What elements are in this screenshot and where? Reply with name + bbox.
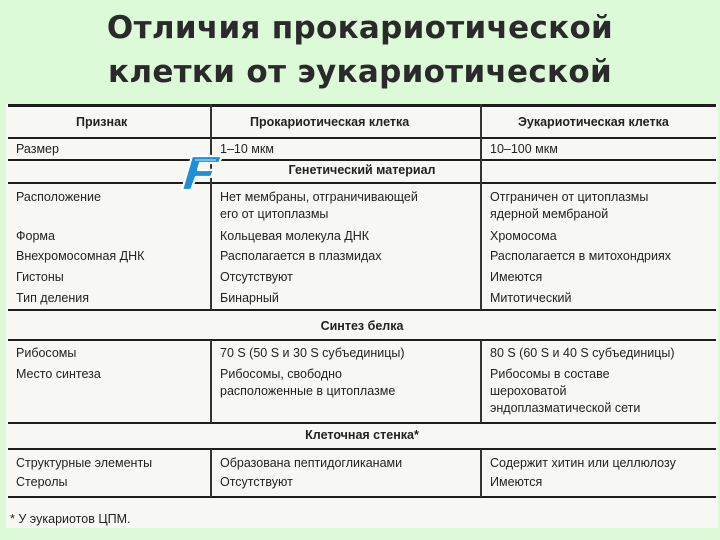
col-rule-2c bbox=[480, 340, 482, 423]
protein-section-rule bbox=[8, 339, 716, 341]
header-prokaryote: Прокариотическая клетка bbox=[250, 115, 410, 129]
cell-eukaryote: Митотический bbox=[490, 291, 572, 305]
cell-prokaryote: 70 S (50 S и 30 S субъединицы) bbox=[220, 346, 405, 360]
cell-eukaryote: Отграничен от цитоплазмы bbox=[490, 190, 649, 204]
table-top-rule bbox=[8, 104, 716, 107]
cell-eukaryote: Имеются bbox=[490, 475, 543, 489]
cell-prokaryote: его от цитоплазмы bbox=[220, 207, 329, 221]
cell-prokaryote: расположенные в цитоплазме bbox=[220, 384, 396, 398]
col-rule-1b bbox=[210, 183, 212, 310]
cell-eukaryote: ядерной мембраной bbox=[490, 207, 609, 221]
slide-title-line-2: клетки от эукариотической bbox=[107, 54, 613, 90]
cell-eukaryote: Имеются bbox=[490, 270, 543, 284]
f-logo-icon bbox=[178, 152, 228, 194]
cell-prokaryote: Кольцевая молекула ДНК bbox=[220, 229, 370, 243]
cell-eukaryote: Содержит хитин или целлюлозу bbox=[490, 456, 676, 470]
header-eukaryote: Эукариотическая клетка bbox=[518, 115, 669, 129]
genetic-end-rule bbox=[8, 309, 716, 311]
cell-prokaryote: Образована пептидогликанами bbox=[220, 456, 403, 470]
cell-prokaryote: Располагается в плазмидах bbox=[220, 249, 382, 263]
col-rule-2d bbox=[480, 449, 482, 497]
cell-eukaryote: 10–100 мкм bbox=[490, 142, 558, 156]
wall-section-rule bbox=[8, 448, 716, 450]
table-footnote: * У эукариотов ЦПМ. bbox=[10, 512, 131, 526]
cell-feature: Рибосомы bbox=[16, 346, 77, 360]
cell-prokaryote: 1–10 мкм bbox=[220, 142, 274, 156]
protein-end-rule bbox=[8, 422, 716, 424]
col-rule-1c bbox=[210, 340, 212, 423]
table-bottom-rule bbox=[8, 496, 716, 498]
cell-feature: Место синтеза bbox=[16, 367, 101, 381]
cell-eukaryote: Располагается в митохондриях bbox=[490, 249, 671, 263]
cell-prokaryote: Отсутствуют bbox=[220, 270, 293, 284]
cell-eukaryote: 80 S (60 S и 40 S субъединицы) bbox=[490, 346, 675, 360]
section-title-protein: Синтез белка bbox=[320, 319, 404, 333]
header-feature: Признак bbox=[76, 115, 128, 129]
col-rule-2b bbox=[480, 183, 482, 310]
section-title-genetic: Генетический материал bbox=[288, 163, 436, 177]
cell-prokaryote: Рибосомы, свободно bbox=[220, 367, 342, 381]
cell-eukaryote: шероховатой bbox=[490, 384, 567, 398]
cell-feature: Внехромосомная ДНК bbox=[16, 249, 145, 263]
cell-prokaryote: Отсутствуют bbox=[220, 475, 293, 489]
cell-feature: Стеролы bbox=[16, 475, 68, 489]
cell-eukaryote: Хромосома bbox=[490, 229, 557, 243]
cell-feature: Форма bbox=[16, 229, 55, 243]
cell-prokaryote: Нет мембраны, отграничивающей bbox=[220, 190, 418, 204]
cell-eukaryote: Рибосомы в составе bbox=[490, 367, 610, 381]
cell-feature: Размер bbox=[16, 142, 59, 156]
cell-feature: Гистоны bbox=[16, 270, 64, 284]
cell-feature: Структурные элементы bbox=[16, 456, 153, 470]
section-title-cell-wall: Клеточная стенка* bbox=[305, 428, 419, 442]
cell-feature: Тип деления bbox=[16, 291, 90, 305]
slide-title-line-1: Отличия прокариотической bbox=[106, 10, 614, 46]
comparison-table bbox=[6, 104, 718, 528]
cell-prokaryote: Бинарный bbox=[220, 291, 279, 305]
cell-feature: Расположение bbox=[16, 190, 101, 204]
slide-title bbox=[0, 0, 720, 104]
header-rule bbox=[8, 137, 716, 139]
cell-eukaryote: эндоплазматической сети bbox=[490, 401, 641, 415]
genetic-section-rule bbox=[8, 182, 716, 184]
col-rule-1d bbox=[210, 449, 212, 497]
